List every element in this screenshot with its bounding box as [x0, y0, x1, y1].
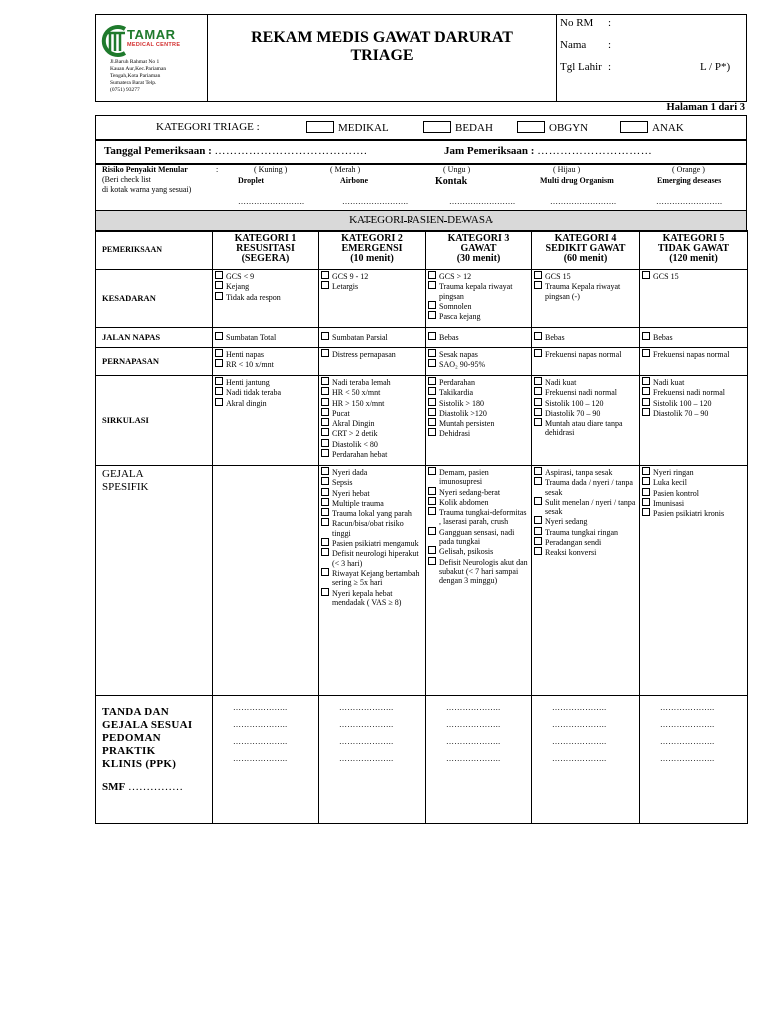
form-title: REKAM MEDIS GAWAT DARURAT TRIAGE — [207, 15, 557, 101]
criteria-item: Reaksi konversi — [534, 547, 637, 557]
criteria-checkbox[interactable] — [428, 271, 436, 279]
criteria-cell — [640, 376, 748, 466]
criteria-checkbox[interactable] — [534, 349, 542, 357]
criteria-item: Muntah persisten — [428, 418, 529, 428]
criteria-cell — [213, 328, 319, 348]
criteria-cell — [640, 328, 748, 348]
criteria-checkbox[interactable] — [642, 498, 650, 506]
criteria-checkbox[interactable] — [428, 467, 436, 475]
criteria-checkbox[interactable] — [321, 449, 329, 457]
kategori-triage-label: KATEGORI TRIAGE : — [156, 121, 260, 133]
risk-droplet: Droplet — [238, 176, 265, 185]
criteria-checkbox[interactable] — [428, 418, 436, 426]
criteria-item: Pasien psikiatri mengamuk — [321, 538, 423, 548]
criteria-item: Dehidrasi — [428, 428, 529, 438]
criteria-checkbox[interactable] — [321, 488, 329, 496]
criteria-item: Nyeri dada — [321, 467, 423, 477]
criteria-checkbox[interactable] — [428, 497, 436, 505]
criteria-item: Pasien psikiatri kronis — [642, 508, 745, 518]
ppk-cell[interactable] — [213, 696, 319, 824]
criteria-checkbox[interactable] — [428, 359, 436, 367]
criteria-checkbox[interactable] — [321, 498, 329, 506]
criteria-cell — [319, 376, 426, 466]
criteria-checkbox[interactable] — [534, 547, 542, 555]
ppk-dotline: ……………….. — [233, 754, 288, 763]
ppk-dotline: ……………….. — [339, 720, 394, 729]
criteria-cell — [640, 270, 748, 328]
checkbox-obgyn[interactable] — [517, 121, 545, 133]
row-jalan-napas — [96, 328, 748, 348]
criteria-checkbox[interactable] — [321, 418, 329, 426]
criteria-item: Kejang — [215, 281, 316, 291]
kategori-2-header: KATEGORI 2 EMERGENSI (10 menit) — [319, 231, 426, 270]
criteria-item: Defisit neurologi hiperakut (< 3 hari) — [321, 548, 423, 568]
ppk-dotline: ……………….. — [446, 720, 501, 729]
criteria-cell — [426, 376, 532, 466]
tanggal-label: Tanggal Pemeriksaan : — [104, 145, 212, 157]
smf-field[interactable]: …………… — [127, 781, 183, 793]
criteria-item: GCS 9 - 12 — [321, 271, 423, 281]
criteria-item: Somnolen — [428, 301, 529, 311]
criteria-item: Letargis — [321, 281, 423, 291]
criteria-checkbox[interactable] — [534, 377, 542, 385]
criteria-item: Trauma Kepala riwayat pingsan (-) — [534, 281, 637, 301]
criteria-checkbox[interactable] — [534, 527, 542, 535]
criteria-item: Riwayat Kejang bertambah sering ≥ 5x hari — [321, 568, 423, 588]
ppk-dotline: ……………….. — [233, 737, 288, 746]
ppk-dotline: ……………….. — [660, 720, 715, 729]
criteria-cell — [213, 466, 319, 696]
criteria-item: Aspirasi, tanpa sesak — [534, 467, 637, 477]
criteria-item: Akral Dingin — [321, 418, 423, 428]
criteria-checkbox[interactable] — [321, 439, 329, 447]
criteria-item: Frekuensi napas normal — [642, 349, 745, 359]
criteria-checkbox[interactable] — [321, 387, 329, 395]
criteria-item: Racun/bisa/obat risiko tinggi — [321, 518, 423, 538]
criteria-cell — [426, 270, 532, 328]
criteria-checkbox[interactable] — [215, 398, 223, 406]
row-label: GEJALA SPESIFIK — [96, 466, 213, 696]
criteria-item: Sistolik 100 – 120 — [642, 398, 745, 408]
row-label: KESADARAN — [96, 270, 213, 328]
ppk-dotline: ……………….. — [446, 737, 501, 746]
row-label: JALAN NAPAS — [96, 328, 213, 348]
criteria-item: Gangguan sensasi, nadi pada tungkai — [428, 527, 529, 547]
criteria-checkbox[interactable] — [534, 418, 542, 426]
criteria-item: Nyeri sedang-berat — [428, 487, 529, 497]
criteria-cell — [640, 348, 748, 376]
criteria-checkbox[interactable] — [428, 487, 436, 495]
criteria-item: Diastolik < 80 — [321, 439, 423, 449]
ppk-dotline: ……………….. — [233, 720, 288, 729]
risk-emerging: Emerging deseases — [657, 176, 722, 185]
criteria-checkbox[interactable] — [321, 588, 329, 596]
criteria-checkbox[interactable] — [428, 377, 436, 385]
criteria-checkbox[interactable] — [215, 292, 223, 300]
criteria-item: Nyeri sedang — [534, 516, 637, 526]
risk-field-4[interactable]: ……………………. — [550, 197, 616, 206]
ppk-dotline: ……………….. — [446, 754, 501, 763]
risk-field-3[interactable]: ……………………. — [449, 197, 515, 206]
criteria-cell — [640, 466, 748, 696]
ppk-dotline: ……………….. — [339, 737, 394, 746]
form-header — [95, 14, 747, 102]
criteria-checkbox[interactable] — [642, 398, 650, 406]
criteria-item: Frekuensi nadi normal — [642, 387, 745, 397]
criteria-item: Imunisasi — [642, 498, 745, 508]
criteria-checkbox[interactable] — [321, 349, 329, 357]
criteria-checkbox[interactable] — [534, 271, 542, 279]
criteria-item: Pasca kejang — [428, 311, 529, 321]
patient-identity: No RM : Nama : Tgl Lahir : L / P*) — [560, 17, 731, 73]
criteria-item: Sulit menelan / nyeri / tanpa sesak — [534, 497, 637, 517]
no-rm-label: No RM — [560, 17, 594, 29]
risk-field-1[interactable]: ……………………. — [238, 197, 304, 206]
ppk-dotline: ……………….. — [552, 754, 607, 763]
criteria-item: Sistolik > 180 — [428, 398, 529, 408]
criteria-item: Sesak napas — [428, 349, 529, 359]
kategori-1-header: KATEGORI 1 RESUSITASI (SEGERA) — [213, 231, 319, 270]
criteria-checkbox[interactable] — [215, 332, 223, 340]
criteria-item: Nadi tidak teraba — [215, 387, 316, 397]
ppk-dotline: ……………….. — [446, 703, 501, 712]
clinic-address: Jl.Baruh Rahmat No 1 Kauan Aur,Kec.Pariaman Tengah,Kota Pariaman Sumatera Barat Telp. (0751) 93277 — [110, 59, 167, 93]
criteria-checkbox[interactable] — [321, 568, 329, 576]
criteria-cell — [319, 328, 426, 348]
criteria-item: GCS 15 — [534, 271, 637, 281]
risiko-row: Risiko Penyakit Menular : (Beri check list di kotak warna yang sesuai) ( Kuning ) ( Merah ) ( Ungu ) ( Hijau ) ( Orange ) Droplet Airbone Kontak Multi drug Organism Emerging deseases ……………………. ……………………. ……………………. ……………………. ……………………. — [95, 163, 747, 211]
criteria-item: Trauma tungkai ringan — [534, 527, 637, 537]
kategori-5-header: KATEGORI 5 TIDAK GAWAT (120 menit) — [640, 231, 748, 270]
criteria-checkbox[interactable] — [534, 467, 542, 475]
criteria-checkbox[interactable] — [428, 557, 436, 565]
criteria-item: Nyeri hebat — [321, 488, 423, 498]
criteria-item: Trauma dada / nyeri / tanpa sesak — [534, 477, 637, 497]
criteria-checkbox[interactable] — [428, 332, 436, 340]
section-title: KATEGORI PASIEN DEWASA — [95, 210, 747, 232]
pemeriksaan-header: PEMERIKSAAN — [96, 231, 213, 270]
criteria-item: Takikardia — [428, 387, 529, 397]
criteria-item: Defisit Neurologis akut dan subakut (< 7 hari sampai dengan 3 minggu) — [428, 557, 529, 586]
checkbox-bedah[interactable] — [423, 121, 451, 133]
criteria-cell — [532, 270, 640, 328]
criteria-item: Muntah atau diare tanpa dehidrasi — [534, 418, 637, 438]
criteria-checkbox[interactable] — [642, 488, 650, 496]
criteria-checkbox[interactable] — [321, 377, 329, 385]
criteria-item: Diastolik 70 – 90 — [642, 408, 745, 418]
logo-subtitle: MEDICAL CENTRE — [127, 42, 181, 48]
clinic-logo — [96, 15, 207, 101]
ppk-cell[interactable] — [319, 696, 426, 824]
criteria-item: Trauma kepala riwayat pingsan — [428, 281, 529, 301]
logo-brand: TAMAR — [127, 27, 176, 42]
jam-field[interactable]: ………………………… — [537, 145, 653, 157]
criteria-checkbox[interactable] — [428, 311, 436, 319]
criteria-item: Gelisah, psikosis — [428, 546, 529, 556]
criteria-checkbox[interactable] — [321, 467, 329, 475]
gender-label: L / P*) — [700, 61, 731, 73]
criteria-item: HR < 50 x/mnt — [321, 387, 423, 397]
criteria-checkbox[interactable] — [321, 398, 329, 406]
row-label: PERNAPASAN — [96, 348, 213, 376]
category-header-row — [96, 231, 748, 270]
criteria-checkbox[interactable] — [642, 387, 650, 395]
row-kesadaran — [96, 270, 748, 328]
criteria-checkbox[interactable] — [642, 408, 650, 416]
criteria-cell — [213, 376, 319, 466]
criteria-checkbox[interactable] — [428, 349, 436, 357]
criteria-item: Luka kecil — [642, 477, 745, 487]
criteria-item: Pasien kontrol — [642, 488, 745, 498]
criteria-checkbox[interactable] — [321, 281, 329, 289]
criteria-checkbox[interactable] — [321, 408, 329, 416]
ppk-dotline: ……………….. — [660, 737, 715, 746]
ppk-dotline: ……………….. — [660, 703, 715, 712]
criteria-checkbox[interactable] — [642, 377, 650, 385]
criteria-item: Bebas — [534, 332, 637, 342]
criteria-checkbox[interactable] — [534, 516, 542, 524]
tgl-lahir-label: Tgl Lahir — [560, 61, 602, 73]
row-label: SIRKULASI — [96, 376, 213, 466]
criteria-checkbox[interactable] — [428, 527, 436, 535]
criteria-item: GCS < 9 — [215, 271, 316, 281]
criteria-item: Henti jantung — [215, 377, 316, 387]
criteria-cell — [532, 466, 640, 696]
criteria-checkbox[interactable] — [428, 408, 436, 416]
criteria-item: Demam, pasien imunosupresi — [428, 467, 529, 487]
criteria-item: Sepsis — [321, 477, 423, 487]
criteria-item: Perdarahan hebat — [321, 449, 423, 459]
criteria-item: Henti napas — [215, 349, 316, 359]
criteria-checkbox[interactable] — [321, 428, 329, 436]
criteria-item: Nadi kuat — [642, 377, 745, 387]
criteria-checkbox[interactable] — [534, 332, 542, 340]
ppk-cell[interactable] — [640, 696, 748, 824]
risk-field-5[interactable]: ……………………. — [656, 197, 722, 206]
criteria-item: Bebas — [428, 332, 529, 342]
risiko-label: Risiko Penyakit Menular — [102, 165, 188, 174]
ppk-dotline: ……………….. — [660, 754, 715, 763]
nama-label: Nama — [560, 39, 587, 51]
criteria-item: Nadi kuat — [534, 377, 637, 387]
criteria-checkbox[interactable] — [428, 546, 436, 554]
risk-airbone: Airbone — [340, 176, 368, 185]
risk-kontak: Kontak — [435, 176, 468, 187]
criteria-checkbox[interactable] — [534, 408, 542, 416]
criteria-cell — [426, 466, 532, 696]
criteria-item: Pucat — [321, 408, 423, 418]
criteria-item: CRT > 2 detik — [321, 428, 423, 438]
jam-label: Jam Pemeriksaan : — [444, 145, 535, 157]
criteria-item: Akral dingin — [215, 398, 316, 408]
criteria-checkbox[interactable] — [642, 508, 650, 516]
tanda-label-cell: TANDA DAN GEJALA SESUAI PEDOMAN PRAKTIK KLINIS (PPK) SMF …………… — [96, 696, 213, 824]
row-tanda-ppk — [96, 696, 748, 824]
criteria-checkbox[interactable] — [321, 508, 329, 516]
criteria-cell — [532, 348, 640, 376]
ppk-dotline: ……………….. — [552, 737, 607, 746]
smf-label: SMF …………… — [102, 781, 183, 793]
criteria-checkbox[interactable] — [642, 332, 650, 340]
criteria-checkbox[interactable] — [534, 281, 542, 289]
kategori-4-header: KATEGORI 4 SEDIKIT GAWAT (60 menit) — [532, 231, 640, 270]
criteria-checkbox[interactable] — [215, 349, 223, 357]
criteria-checkbox[interactable] — [534, 477, 542, 485]
ppk-cell[interactable] — [532, 696, 640, 824]
checkbox-medikal[interactable] — [306, 121, 334, 133]
tanggal-row — [95, 139, 747, 165]
criteria-checkbox[interactable] — [428, 428, 436, 436]
ppk-dotline: ……………….. — [233, 703, 288, 712]
criteria-item: Nadi teraba lemah — [321, 377, 423, 387]
criteria-item: GCS > 12 — [428, 271, 529, 281]
criteria-item: Nyeri kepala hebat mendadak ( VAS ≥ 8) — [321, 588, 423, 608]
criteria-item: Perdarahan — [428, 377, 529, 387]
criteria-cell — [426, 348, 532, 376]
criteria-checkbox[interactable] — [534, 387, 542, 395]
criteria-checkbox[interactable] — [428, 507, 436, 515]
criteria-cell — [426, 328, 532, 348]
criteria-checkbox[interactable] — [215, 387, 223, 395]
criteria-checkbox[interactable] — [642, 271, 650, 279]
criteria-cell — [319, 348, 426, 376]
criteria-cell — [532, 376, 640, 466]
risk-mdro: Multi drug Organism — [540, 176, 614, 185]
criteria-item: Nyeri ringan — [642, 467, 745, 477]
criteria-item: Frekuensi nadi normal — [534, 387, 637, 397]
criteria-item: SAO₂ 90-95% — [428, 359, 529, 369]
criteria-checkbox[interactable] — [215, 359, 223, 367]
page-number: Halaman 1 dari 3 — [666, 102, 745, 113]
criteria-checkbox[interactable] — [321, 518, 329, 526]
criteria-checkbox[interactable] — [428, 301, 436, 309]
row-pernapasan — [96, 348, 748, 376]
criteria-item: Diastolik >120 — [428, 408, 529, 418]
criteria-checkbox[interactable] — [321, 538, 329, 546]
criteria-checkbox[interactable] — [534, 497, 542, 505]
criteria-checkbox[interactable] — [428, 281, 436, 289]
row-sirkulasi — [96, 376, 748, 466]
criteria-checkbox[interactable] — [534, 537, 542, 545]
criteria-item: Frekuensi napas normal — [534, 349, 637, 359]
kategori-triage-row: KATEGORI TRIAGE : MEDIKAL BEDAH OBGYN ANAK — [95, 115, 747, 141]
ppk-dotline: ……………….. — [339, 754, 394, 763]
criteria-checkbox[interactable] — [642, 467, 650, 475]
ppk-dotline: ……………….. — [552, 720, 607, 729]
criteria-item: Sumbatan Total — [215, 332, 316, 342]
criteria-item: Bebas — [642, 332, 745, 342]
criteria-cell — [213, 270, 319, 328]
criteria-item: Tidak ada respon — [215, 292, 316, 302]
criteria-cell — [532, 328, 640, 348]
row-gejala-spesifik — [96, 466, 748, 696]
criteria-item: Multiple trauma — [321, 498, 423, 508]
logo-emblem-icon — [99, 23, 129, 59]
criteria-item: Peradangan sendi — [534, 537, 637, 547]
checkbox-anak[interactable] — [620, 121, 648, 133]
criteria-checkbox[interactable] — [215, 281, 223, 289]
criteria-checkbox[interactable] — [428, 398, 436, 406]
criteria-cell — [213, 348, 319, 376]
criteria-item: Trauma tungkai-deformitas , laserasi parah, crush — [428, 507, 529, 527]
criteria-checkbox[interactable] — [321, 271, 329, 279]
criteria-item: Diastolik 70 – 90 — [534, 408, 637, 418]
criteria-cell — [319, 466, 426, 696]
ppk-dotline: ……………….. — [552, 703, 607, 712]
ppk-cell[interactable] — [426, 696, 532, 824]
criteria-checkbox[interactable] — [215, 271, 223, 279]
criteria-item: HR > 150 x/mnt — [321, 398, 423, 408]
triage-table — [95, 230, 748, 824]
criteria-item: Distress pernapasan — [321, 349, 423, 359]
criteria-item: RR < 10 x/mnt — [215, 359, 316, 369]
criteria-checkbox[interactable] — [642, 349, 650, 357]
criteria-item: Trauma lokal yang parah — [321, 508, 423, 518]
criteria-cell — [319, 270, 426, 328]
kategori-3-header: KATEGORI 3 GAWAT (30 menit) — [426, 231, 532, 270]
criteria-item: Kolik abdomen — [428, 497, 529, 507]
criteria-checkbox[interactable] — [642, 477, 650, 485]
criteria-item: Sumbatan Parsial — [321, 332, 423, 342]
criteria-item: Sistolik 100 – 120 — [534, 398, 637, 408]
tanggal-field[interactable]: …………………………………. — [214, 145, 368, 157]
criteria-checkbox[interactable] — [215, 377, 223, 385]
criteria-checkbox[interactable] — [321, 477, 329, 485]
risk-field-2[interactable]: ……………………. — [342, 197, 408, 206]
ppk-dotline: ……………….. — [339, 703, 394, 712]
criteria-checkbox[interactable] — [321, 332, 329, 340]
criteria-checkbox[interactable] — [321, 548, 329, 556]
criteria-item: GCS 15 — [642, 271, 745, 281]
criteria-checkbox[interactable] — [534, 398, 542, 406]
criteria-checkbox[interactable] — [428, 387, 436, 395]
